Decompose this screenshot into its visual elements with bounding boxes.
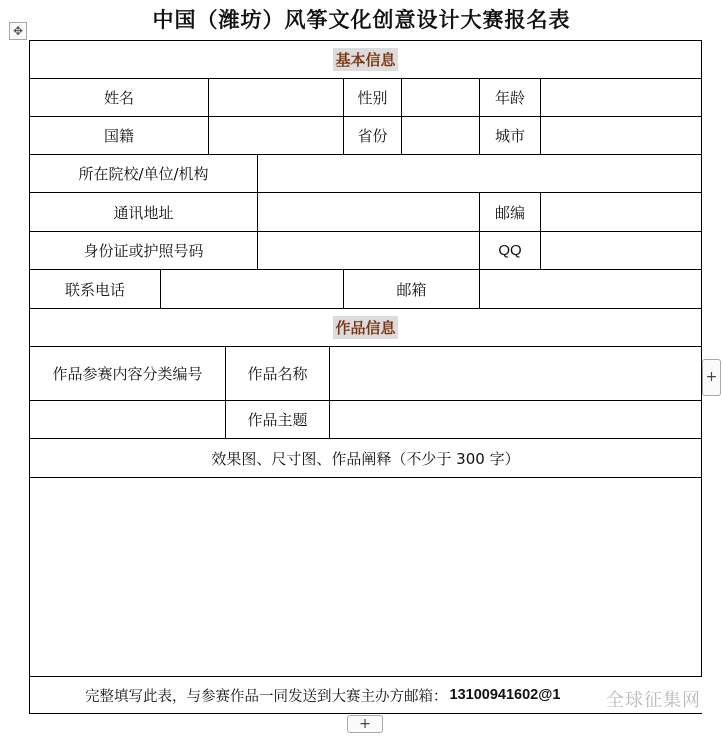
institution-label: 所在院校/单位/机构 <box>78 165 209 183</box>
gender-field[interactable] <box>402 79 479 116</box>
watermark: 全球征集网 <box>606 690 701 711</box>
age-label: 年龄 <box>494 89 525 107</box>
qq-label: QQ <box>498 242 522 259</box>
section-work-info-label: 作品信息 <box>333 316 397 339</box>
description-area[interactable] <box>30 478 701 676</box>
postcode-label: 邮编 <box>494 203 525 222</box>
name-field[interactable] <box>209 79 343 116</box>
postcode-field[interactable] <box>541 193 701 231</box>
age-field[interactable] <box>541 79 701 116</box>
nationality-field[interactable] <box>209 117 343 154</box>
province-field[interactable] <box>402 117 479 154</box>
table-move-handle-icon[interactable]: ✥ <box>9 22 27 40</box>
footer-note-text: 完整填写此表，与参赛作品一同发送到大赛主办方邮箱： <box>85 688 448 705</box>
add-column-plus-icon[interactable]: + <box>702 359 721 396</box>
id-number-field[interactable] <box>258 232 479 269</box>
add-row-plus-icon[interactable]: + <box>347 715 383 733</box>
category-number-label: 作品参赛内容分类编号 <box>52 365 203 383</box>
description-label: 效果图、尺寸图、作品阐释（不少于 300 字） <box>211 449 520 468</box>
section-basic-info-label: 基本信息 <box>333 48 397 71</box>
section-work-info <box>30 309 701 346</box>
nationality-label: 国籍 <box>103 127 134 145</box>
section-basic-info <box>30 41 701 78</box>
category-number-field[interactable] <box>30 401 225 438</box>
address-field[interactable] <box>258 193 479 231</box>
form-title: 中国（潍坊）风筝文化创意设计大赛报名表 <box>152 7 571 32</box>
city-field[interactable] <box>541 117 701 154</box>
qq-field[interactable] <box>541 232 701 269</box>
work-name-label: 作品名称 <box>247 365 308 383</box>
name-label: 姓名 <box>103 89 134 107</box>
email-field[interactable] <box>480 270 701 308</box>
gender-label: 性别 <box>357 89 388 107</box>
phone-label: 联系电话 <box>64 280 125 299</box>
address-label: 通讯地址 <box>113 203 174 222</box>
work-theme-field[interactable] <box>330 401 701 438</box>
work-theme-label: 作品主题 <box>247 411 308 429</box>
institution-field[interactable] <box>258 155 701 192</box>
footer-email: 13100941602@1 <box>449 687 561 703</box>
email-label: 邮箱 <box>396 280 427 299</box>
work-name-field[interactable] <box>330 347 701 400</box>
city-label: 城市 <box>494 127 525 145</box>
province-label: 省份 <box>357 127 388 145</box>
phone-field[interactable] <box>161 270 343 308</box>
id-number-label: 身份证或护照号码 <box>83 242 204 260</box>
